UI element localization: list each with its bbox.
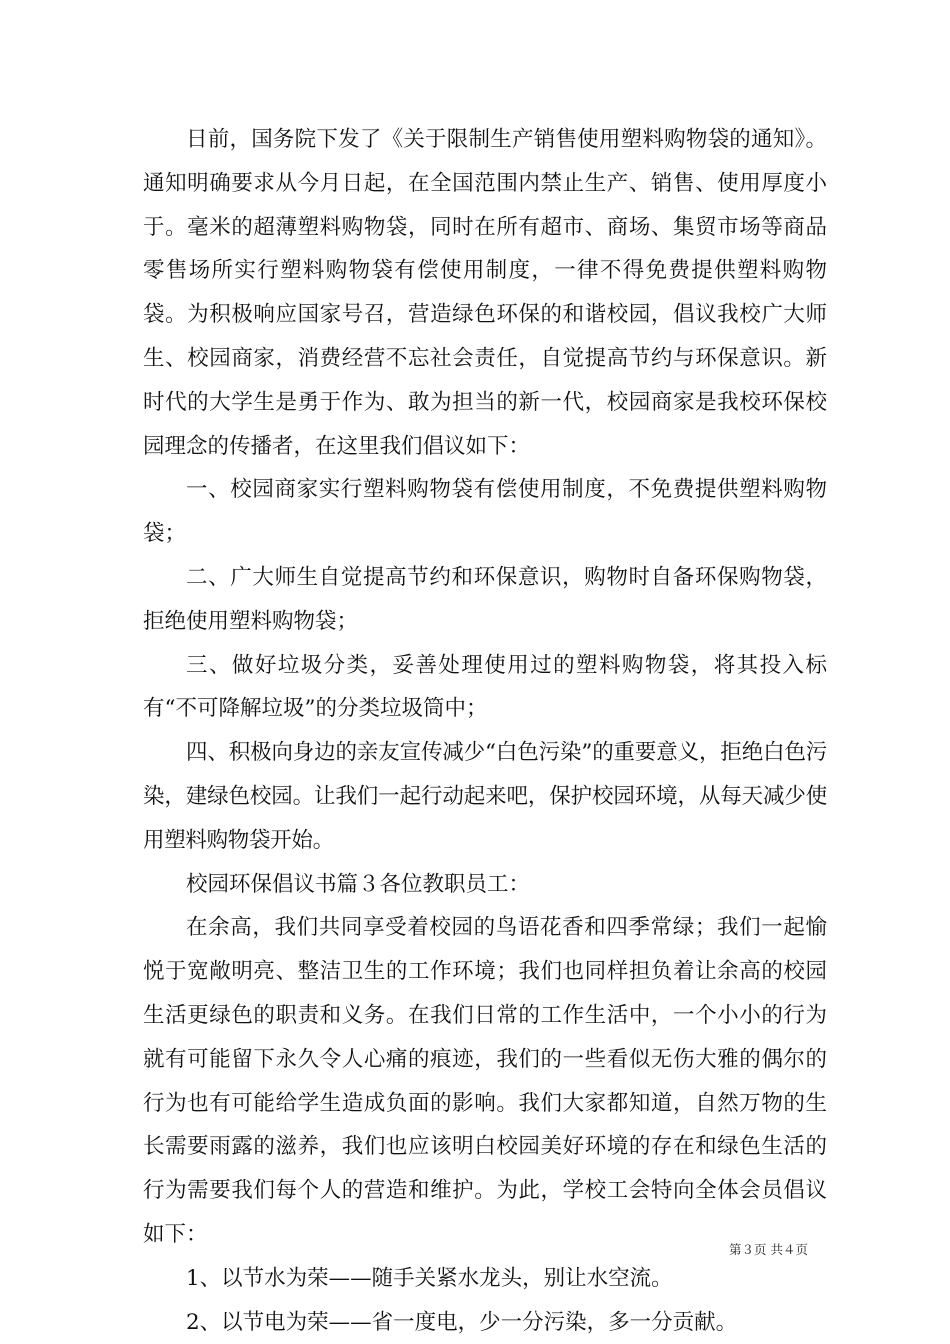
paragraph-section-heading: 校园环保倡议书篇３各位教职员工： <box>186 871 531 897</box>
paragraph-save-water: 1、以节水为荣——随手关紧水龙头，别让水空流。 <box>186 1265 673 1291</box>
paragraph-staff-intro: 在余高，我们共同享受着校园的鸟语花香和四季常绿；我们一起愉悦于宽敞明亮、整洁卫生的工作环境；我们也同样担负着让余高的校园生活更绿色的职责和义务。在我们日常的工作生活中，一个小小的行为就有可能留下永久令人心痛的痕迹，我们的一些看似无伤大雅的偶尔的行为也有可能给学生造成负面的影响。我们大家都知道，自然万物的生长需要雨露的滋养，我们也应该明白校园美好环境的存在和绿色生活的行为需要我们每个人的营造和维护。为此，学校工会特向全体会员倡议如下： <box>143 915 827 1247</box>
page-number-footer: 第３页 共４页 <box>729 1242 808 1257</box>
paragraph-item-three: 三、做好垃圾分类，妥善处理使用过的塑料购物袋，将其投入标有“不可降解垃圾”的分类垃圾筒中； <box>143 652 827 722</box>
paragraph-item-one: 一、校园商家实行塑料购物袋有偿使用制度，不免费提供塑料购物袋； <box>143 477 827 547</box>
paragraph-notice-intro: 日前，国务院下发了《关于限制生产销售使用塑料购物袋的通知》。通知明确要求从今月日起，在全国范围内禁止生产、销售、使用厚度小于。毫米的超薄塑料购物袋，同时在所有超市、商场、集贸市场等商品零售场所实行塑料购物袋有偿使用制度，一律不得免费提供塑料购物袋。为积极响应国家号召，营造绿色环保的和谐校园，倡议我校广大师生、校园商家，消费经营不忘社会责任，自觉提高节约与环保意识。新时代的大学生是勇于作为、敢为担当的新一代，校园商家是我校环保校园理念的传播者，在这里我们倡议如下： <box>143 127 827 459</box>
paragraph-save-electricity: 2、以节电为荣——省一度电，少一分污染，多一分贡献。 <box>186 1309 738 1335</box>
paragraph-item-four: 四、积极向身边的亲友宣传减少“白色污染”的重要意义，拒绝白色污染，建绿色校园。让我们一起行动起来吧，保护校园环境，从每天减少使用塑料购物袋开始。 <box>143 740 827 853</box>
paragraph-item-two: 二、广大师生自觉提高节约和环保意识，购物时自备环保购物袋，拒绝使用塑料购物袋； <box>143 564 827 634</box>
document-body <box>143 118 827 1344</box>
